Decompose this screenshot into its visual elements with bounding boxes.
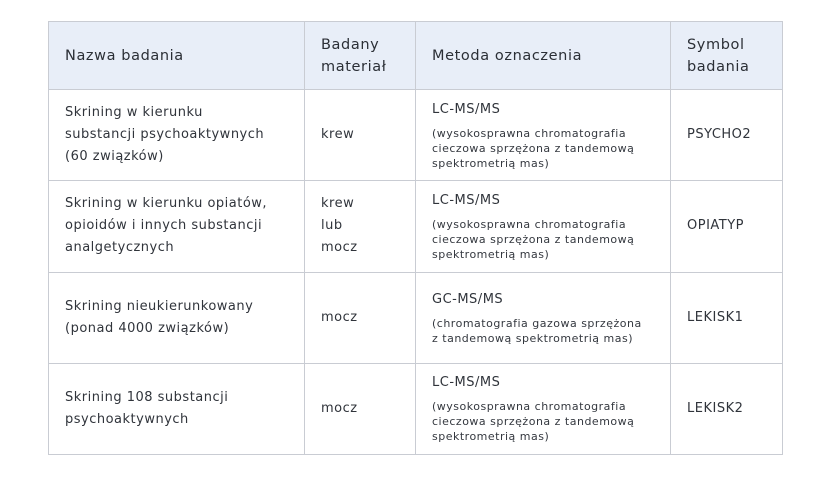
method-note-line: cieczowa sprzężona z tandemową: [432, 141, 635, 155]
method-note-line: z tandemową spektrometrią mas): [432, 331, 633, 345]
table-row: [49, 90, 783, 181]
table-row: [49, 181, 783, 272]
method-note-line: (chromatografia gazowa sprzężona: [432, 316, 642, 330]
test-name-line: substancji psychoaktywnych: [65, 127, 265, 143]
material-cell: [305, 90, 416, 181]
method-cell: [416, 181, 671, 272]
method-note-line: cieczowa sprzężona z tandemową: [432, 232, 635, 246]
test-name-cell: [49, 181, 305, 272]
test-name-line: (ponad 4000 związków): [65, 320, 230, 336]
header-material: [305, 22, 416, 90]
material-cell: [305, 181, 416, 272]
header-symbol: [671, 22, 783, 90]
material-line: mocz: [321, 400, 358, 416]
material-cell: [305, 272, 416, 363]
material-cell: [305, 363, 416, 454]
material-line: krew: [321, 196, 355, 212]
material-line: mocz: [321, 309, 358, 325]
method-note-line: spektrometrią mas): [432, 247, 550, 261]
method-cell: [416, 363, 671, 454]
test-name-line: opioidów i innych substancji: [65, 218, 263, 234]
material-line: mocz: [321, 240, 358, 256]
symbol-cell: OPIATYP: [671, 181, 783, 272]
method-name: LC-MS/MS: [432, 101, 501, 117]
test-name-line: Skrining nieukierunkowany: [65, 298, 254, 314]
header-test-name: Nazwa badania: [49, 22, 305, 90]
test-name-line: Skrining w kierunku: [65, 105, 203, 121]
symbol-cell: LEKISK1: [671, 272, 783, 363]
test-name-cell: [49, 90, 305, 181]
material-line: lub: [321, 218, 343, 234]
test-name-line: Skrining 108 substancji: [65, 389, 229, 405]
header-method: Metoda oznaczenia: [416, 22, 671, 90]
method-name: GC-MS/MS: [432, 291, 504, 307]
table-header-row: [49, 22, 783, 90]
material-line: krew: [321, 127, 355, 143]
header-symbol-line2: badania: [687, 58, 750, 75]
table-row: [49, 272, 783, 363]
method-note-line: (wysokosprawna chromatografia: [432, 400, 627, 414]
test-name-line: psychoaktywnych: [65, 411, 189, 427]
symbol-cell: LEKISK2: [671, 363, 783, 454]
method-note-line: (wysokosprawna chromatografia: [432, 126, 627, 140]
method-note-line: cieczowa sprzężona z tandemową: [432, 415, 635, 429]
test-name-cell: [49, 272, 305, 363]
method-note-line: spektrometrią mas): [432, 430, 550, 444]
method-note-line: spektrometrią mas): [432, 156, 550, 170]
test-name-cell: [49, 363, 305, 454]
tests-table: [48, 21, 783, 455]
method-note-line: (wysokosprawna chromatografia: [432, 217, 627, 231]
header-material-line1: Badany: [321, 36, 380, 53]
method-name: LC-MS/MS: [432, 375, 501, 391]
symbol-cell: PSYCHO2: [671, 90, 783, 181]
method-name: LC-MS/MS: [432, 192, 501, 208]
method-cell: [416, 272, 671, 363]
test-name-line: (60 związków): [65, 149, 164, 165]
test-name-line: analgetycznych: [65, 240, 175, 256]
header-material-line2: materiał: [321, 58, 387, 75]
header-symbol-line1: Symbol: [687, 36, 745, 53]
table-row: [49, 363, 783, 454]
test-name-line: Skrining w kierunku opiatów,: [65, 196, 268, 212]
method-cell: [416, 90, 671, 181]
